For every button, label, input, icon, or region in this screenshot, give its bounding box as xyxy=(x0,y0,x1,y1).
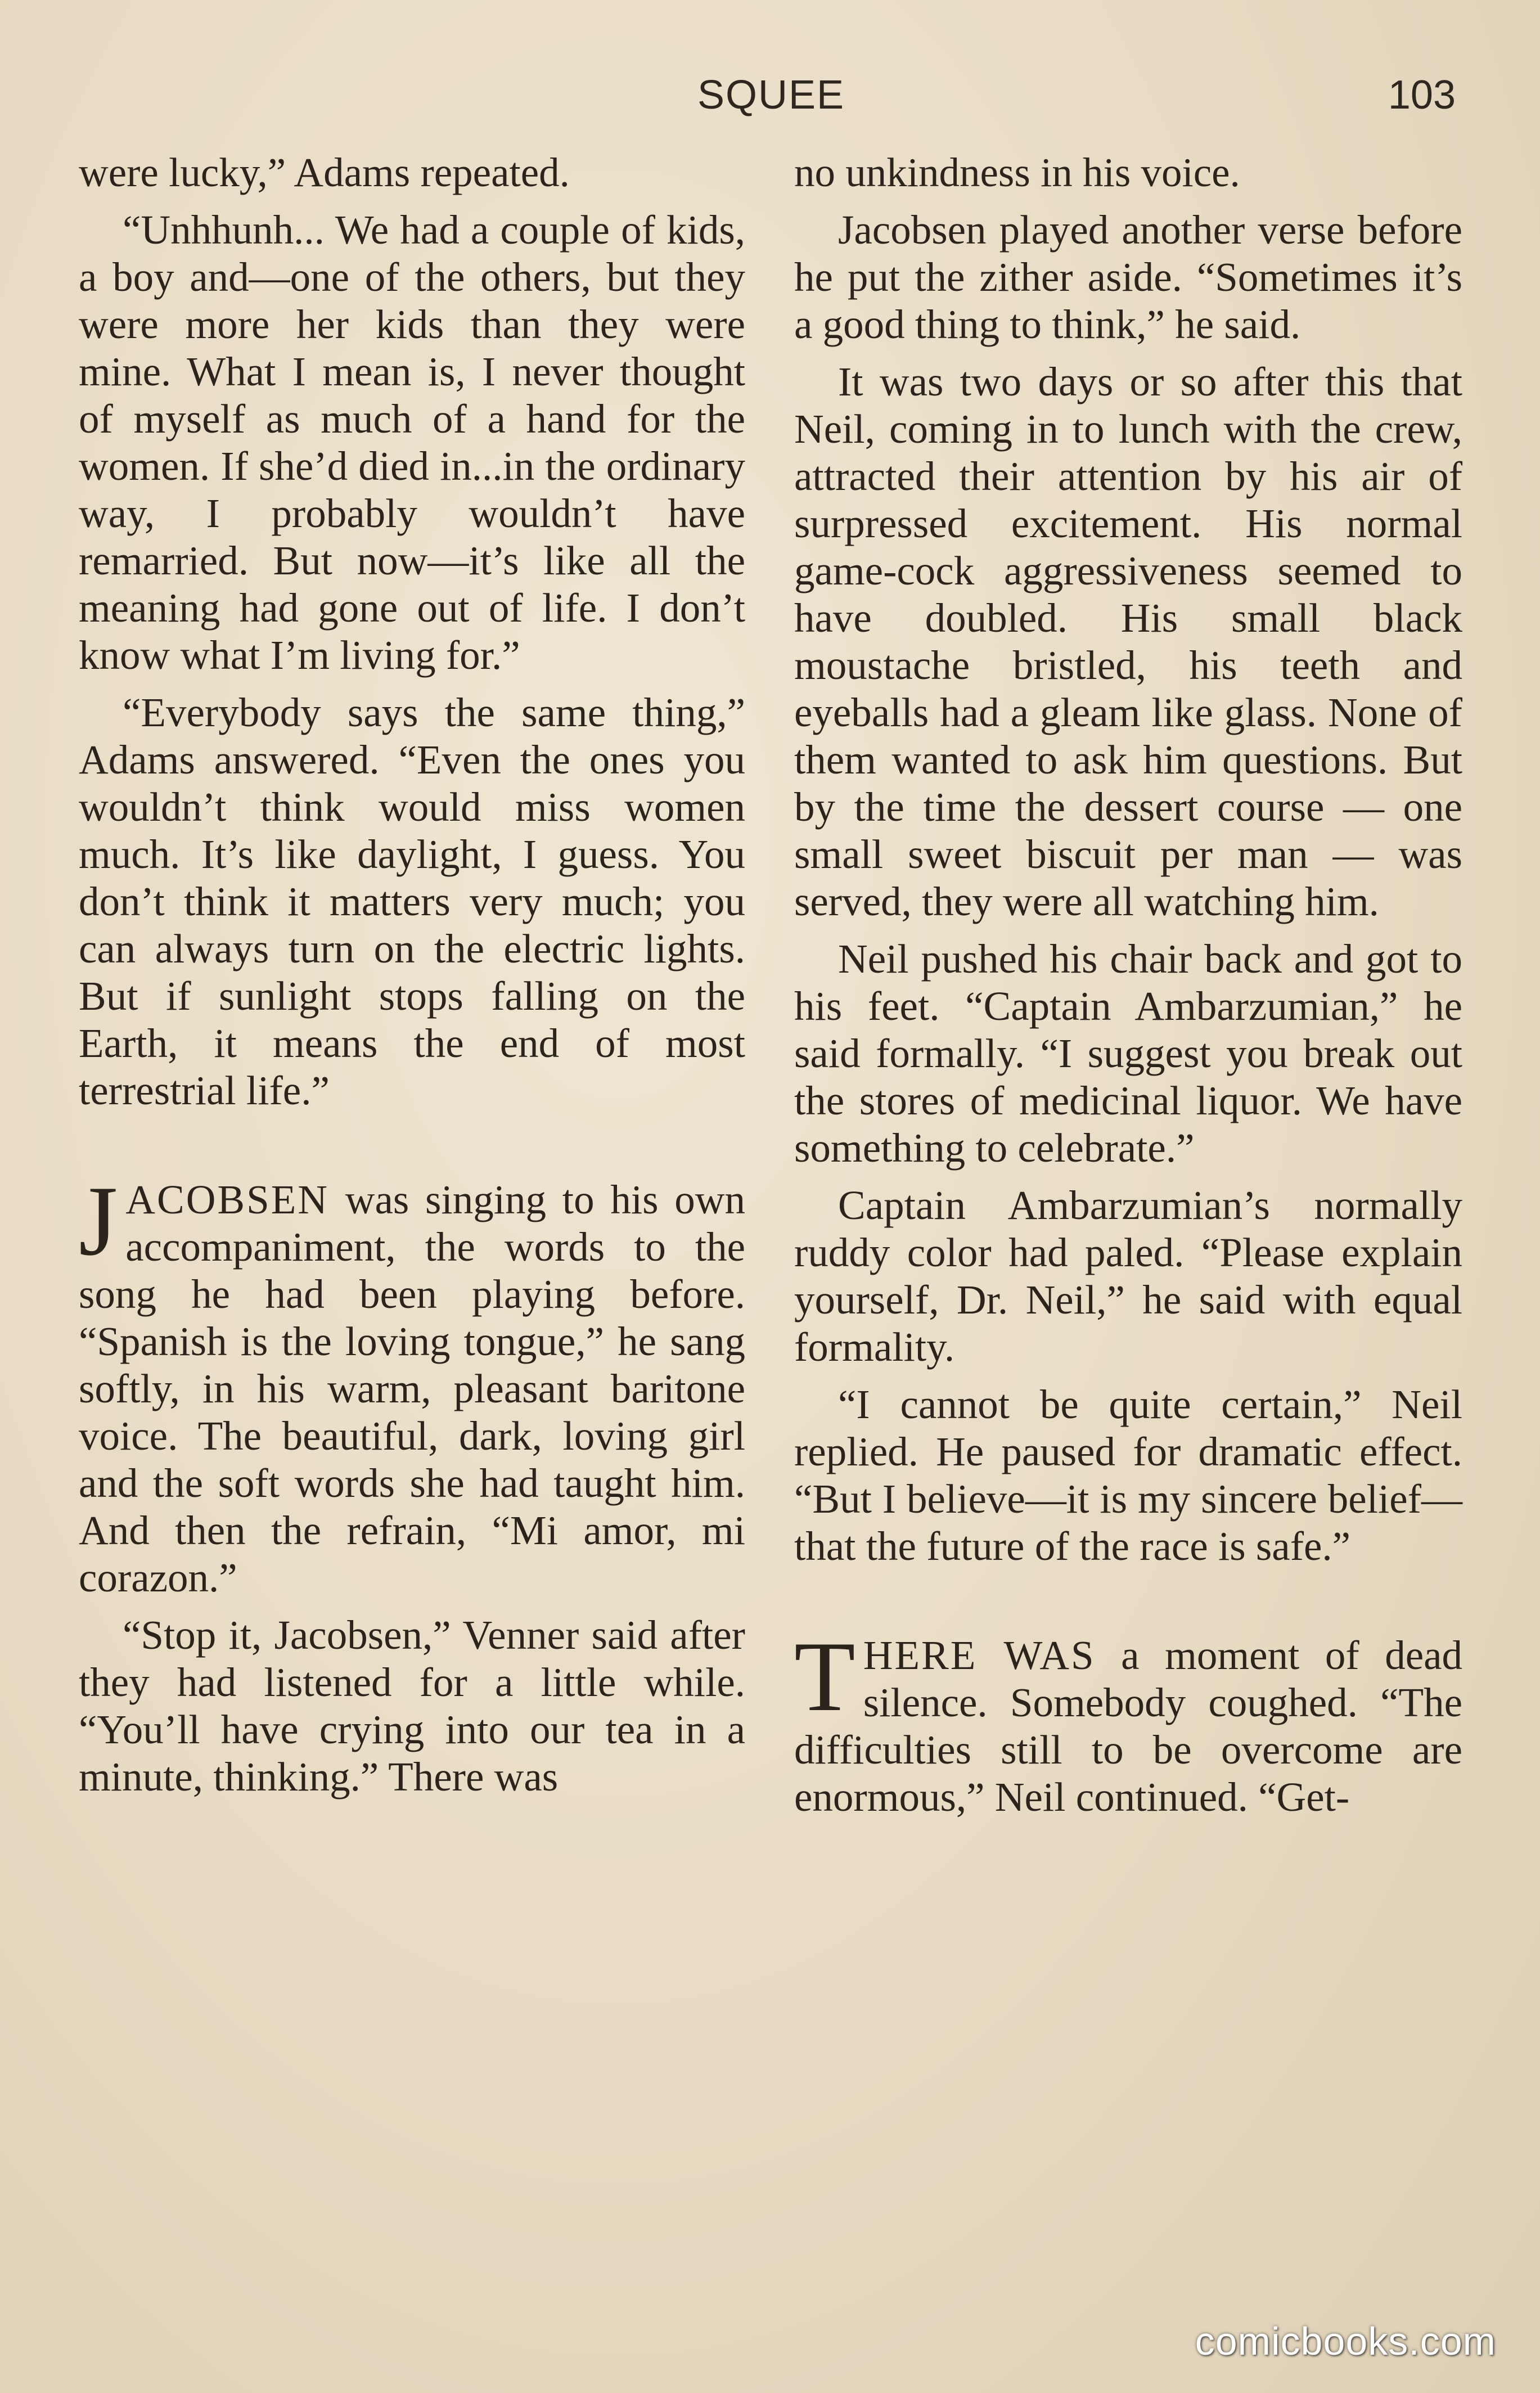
paragraph: It was two days or so after this that Neil, coming in to lunch with the crew, attracted their attention by his air of surpressed excitement. His normal game-cock aggressiveness seemed to have doubled. His small black moustache bristled, his teeth and eyeballs had a gleam like glass. None of them wanted to ask him questions. But by the time the dessert course — one small sweet biscuit per man — was served, they were all watching him. xyxy=(794,359,1462,924)
section-paragraph xyxy=(79,1165,745,1602)
paragraph: “Everybody says the same thing,” Adams answered. “Even the ones you wouldn’t think would miss women much. It’s like daylight, I guess. You don’t think it matters very much; you can always turn on the electric lights. But if sunlight stops falling on the Earth, it means the end of most terrestrial life.” xyxy=(79,690,745,1113)
paragraph: were lucky,” Adams repeated. xyxy=(79,150,570,195)
paragraph: no unkindness in his voice. xyxy=(794,150,1240,195)
running-head xyxy=(0,72,1540,123)
paragraph: Captain Ambarzumian’s normally ruddy color had paled. “Please explain yourself, Dr. Neil,” he said with equal formality. xyxy=(794,1182,1462,1370)
paragraph: Jacobsen played another verse before he put the zither aside. “Sometimes it’s a good thing to think,” he said. xyxy=(794,207,1462,347)
paragraph: “Stop it, Jacobsen,” Venner said after they had listened for a little while. “You’ll have crying into our tea in a minute, thinking.” There was xyxy=(79,1612,745,1800)
paragraph: “Unhhunh... We had a couple of kids, a boy and—one of the others, but they were more her kids than they were mine. What I mean is, I never thought of myself as much of a hand for the women. If she’d died in...in the ordinary way, I probably wouldn’t have remarried. But now—it’s like all the meaning had gone out of life. I don’t know what I’m living for.” xyxy=(79,207,745,678)
drop-cap: T xyxy=(794,1621,855,1732)
paragraph: “I cannot be quite certain,” Neil replied. He paused for dramatic effect. “But I believe—it is my sincere belief—that the future of the race is safe.” xyxy=(794,1382,1462,1569)
lead-in-text: ACOBSEN xyxy=(125,1177,330,1222)
section-paragraph xyxy=(794,1621,1462,1821)
page-number: 103 xyxy=(1388,73,1456,118)
running-title: SQUEE xyxy=(697,73,845,118)
lead-in-text: HERE WAS xyxy=(863,1632,1096,1678)
paragraph-text: was singing to his own accompaniment, the words to the song he had been playing before. “Spanish is the loving tongue,” he sang softly, in his warm, pleasant baritone voice. The beautiful, dark, loving girl and the soft words she had taught him. And then the refrain, “Mi amor, mi corazon.” xyxy=(79,1177,745,1600)
paragraph-text: a moment of dead silence. Somebody coughed. “The difficulties still to be overcome are enormous,” Neil continued. “Get- xyxy=(794,1632,1462,1820)
paragraph: Neil pushed his chair back and got to his feet. “Captain Ambarzumian,” he said formally. “I suggest you break out the stores of medicinal liquor. We have something to celebrate.” xyxy=(794,936,1462,1171)
left-column xyxy=(79,149,745,1811)
drop-cap: J xyxy=(79,1165,118,1276)
right-column xyxy=(794,149,1462,1831)
site-watermark: comicbooks.com xyxy=(1195,2319,1496,2363)
